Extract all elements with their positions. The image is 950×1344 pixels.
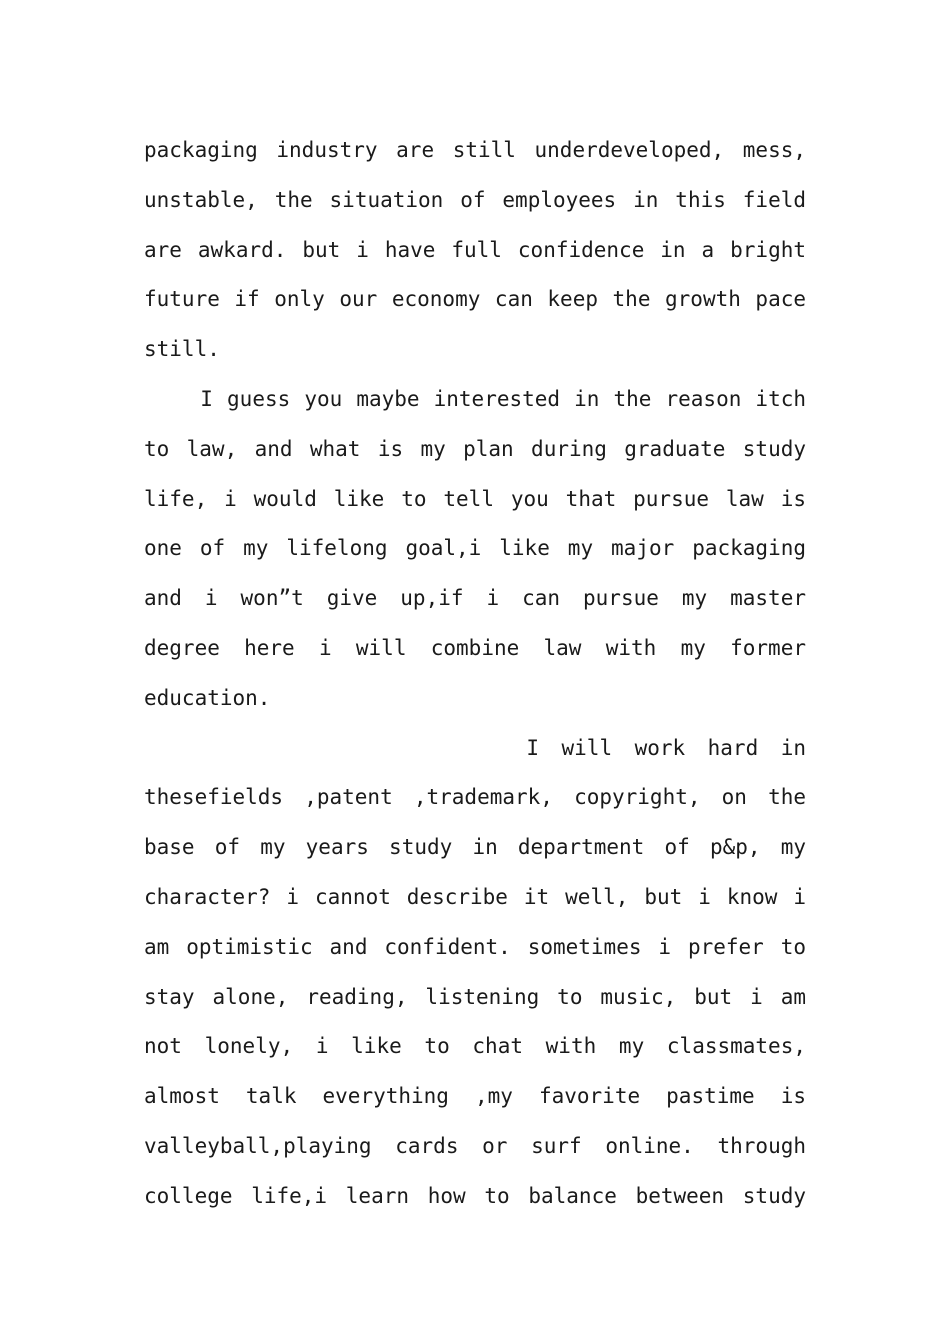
text-line: base of my years study in department of p&p, my (144, 835, 806, 860)
text-line: not lonely, i like to chat with my classmates, (144, 1034, 806, 1059)
text-line: valleyball,playing cards or surf online. through (144, 1133, 806, 1158)
text-line: are awkard. but i have full confidence in a bright (144, 237, 806, 262)
text-line: packaging industry are still underdeveloped, mess, (144, 138, 806, 162)
text-line: life, i would like to tell you that pursue law is (144, 486, 806, 511)
text-line: I will work hard in (144, 735, 806, 760)
text-line: degree here i will combine law with my former (144, 635, 806, 660)
text-line: stay alone, reading, listening to music, but i am (144, 984, 806, 1009)
text-line: to law, and what is my plan during graduate study (144, 436, 806, 461)
text-line: unstable, the situation of employees in this field (144, 187, 806, 212)
text-line: education. (144, 685, 271, 710)
text-line: and i won”t give up,if i can pursue my master (144, 586, 806, 611)
text-line: thesefields ,patent ,trademark, copyright, on the (144, 785, 806, 810)
text-line: college life,i learn how to balance between study (144, 1183, 806, 1208)
body-text (144, 126, 806, 1222)
text-line: am optimistic and confident. sometimes i prefer to (144, 934, 806, 959)
text-line: one of my lifelong goal,i like my major packaging (144, 536, 806, 561)
text-line: I guess you maybe interested in the reason itch (144, 386, 806, 411)
text-line: almost talk everything ,my favorite pastime is (144, 1084, 806, 1109)
text-line: future if only our economy can keep the growth pace (144, 287, 806, 312)
text-line: character? i cannot describe it well, but i know i (144, 884, 806, 909)
text-line: still. (144, 337, 220, 362)
